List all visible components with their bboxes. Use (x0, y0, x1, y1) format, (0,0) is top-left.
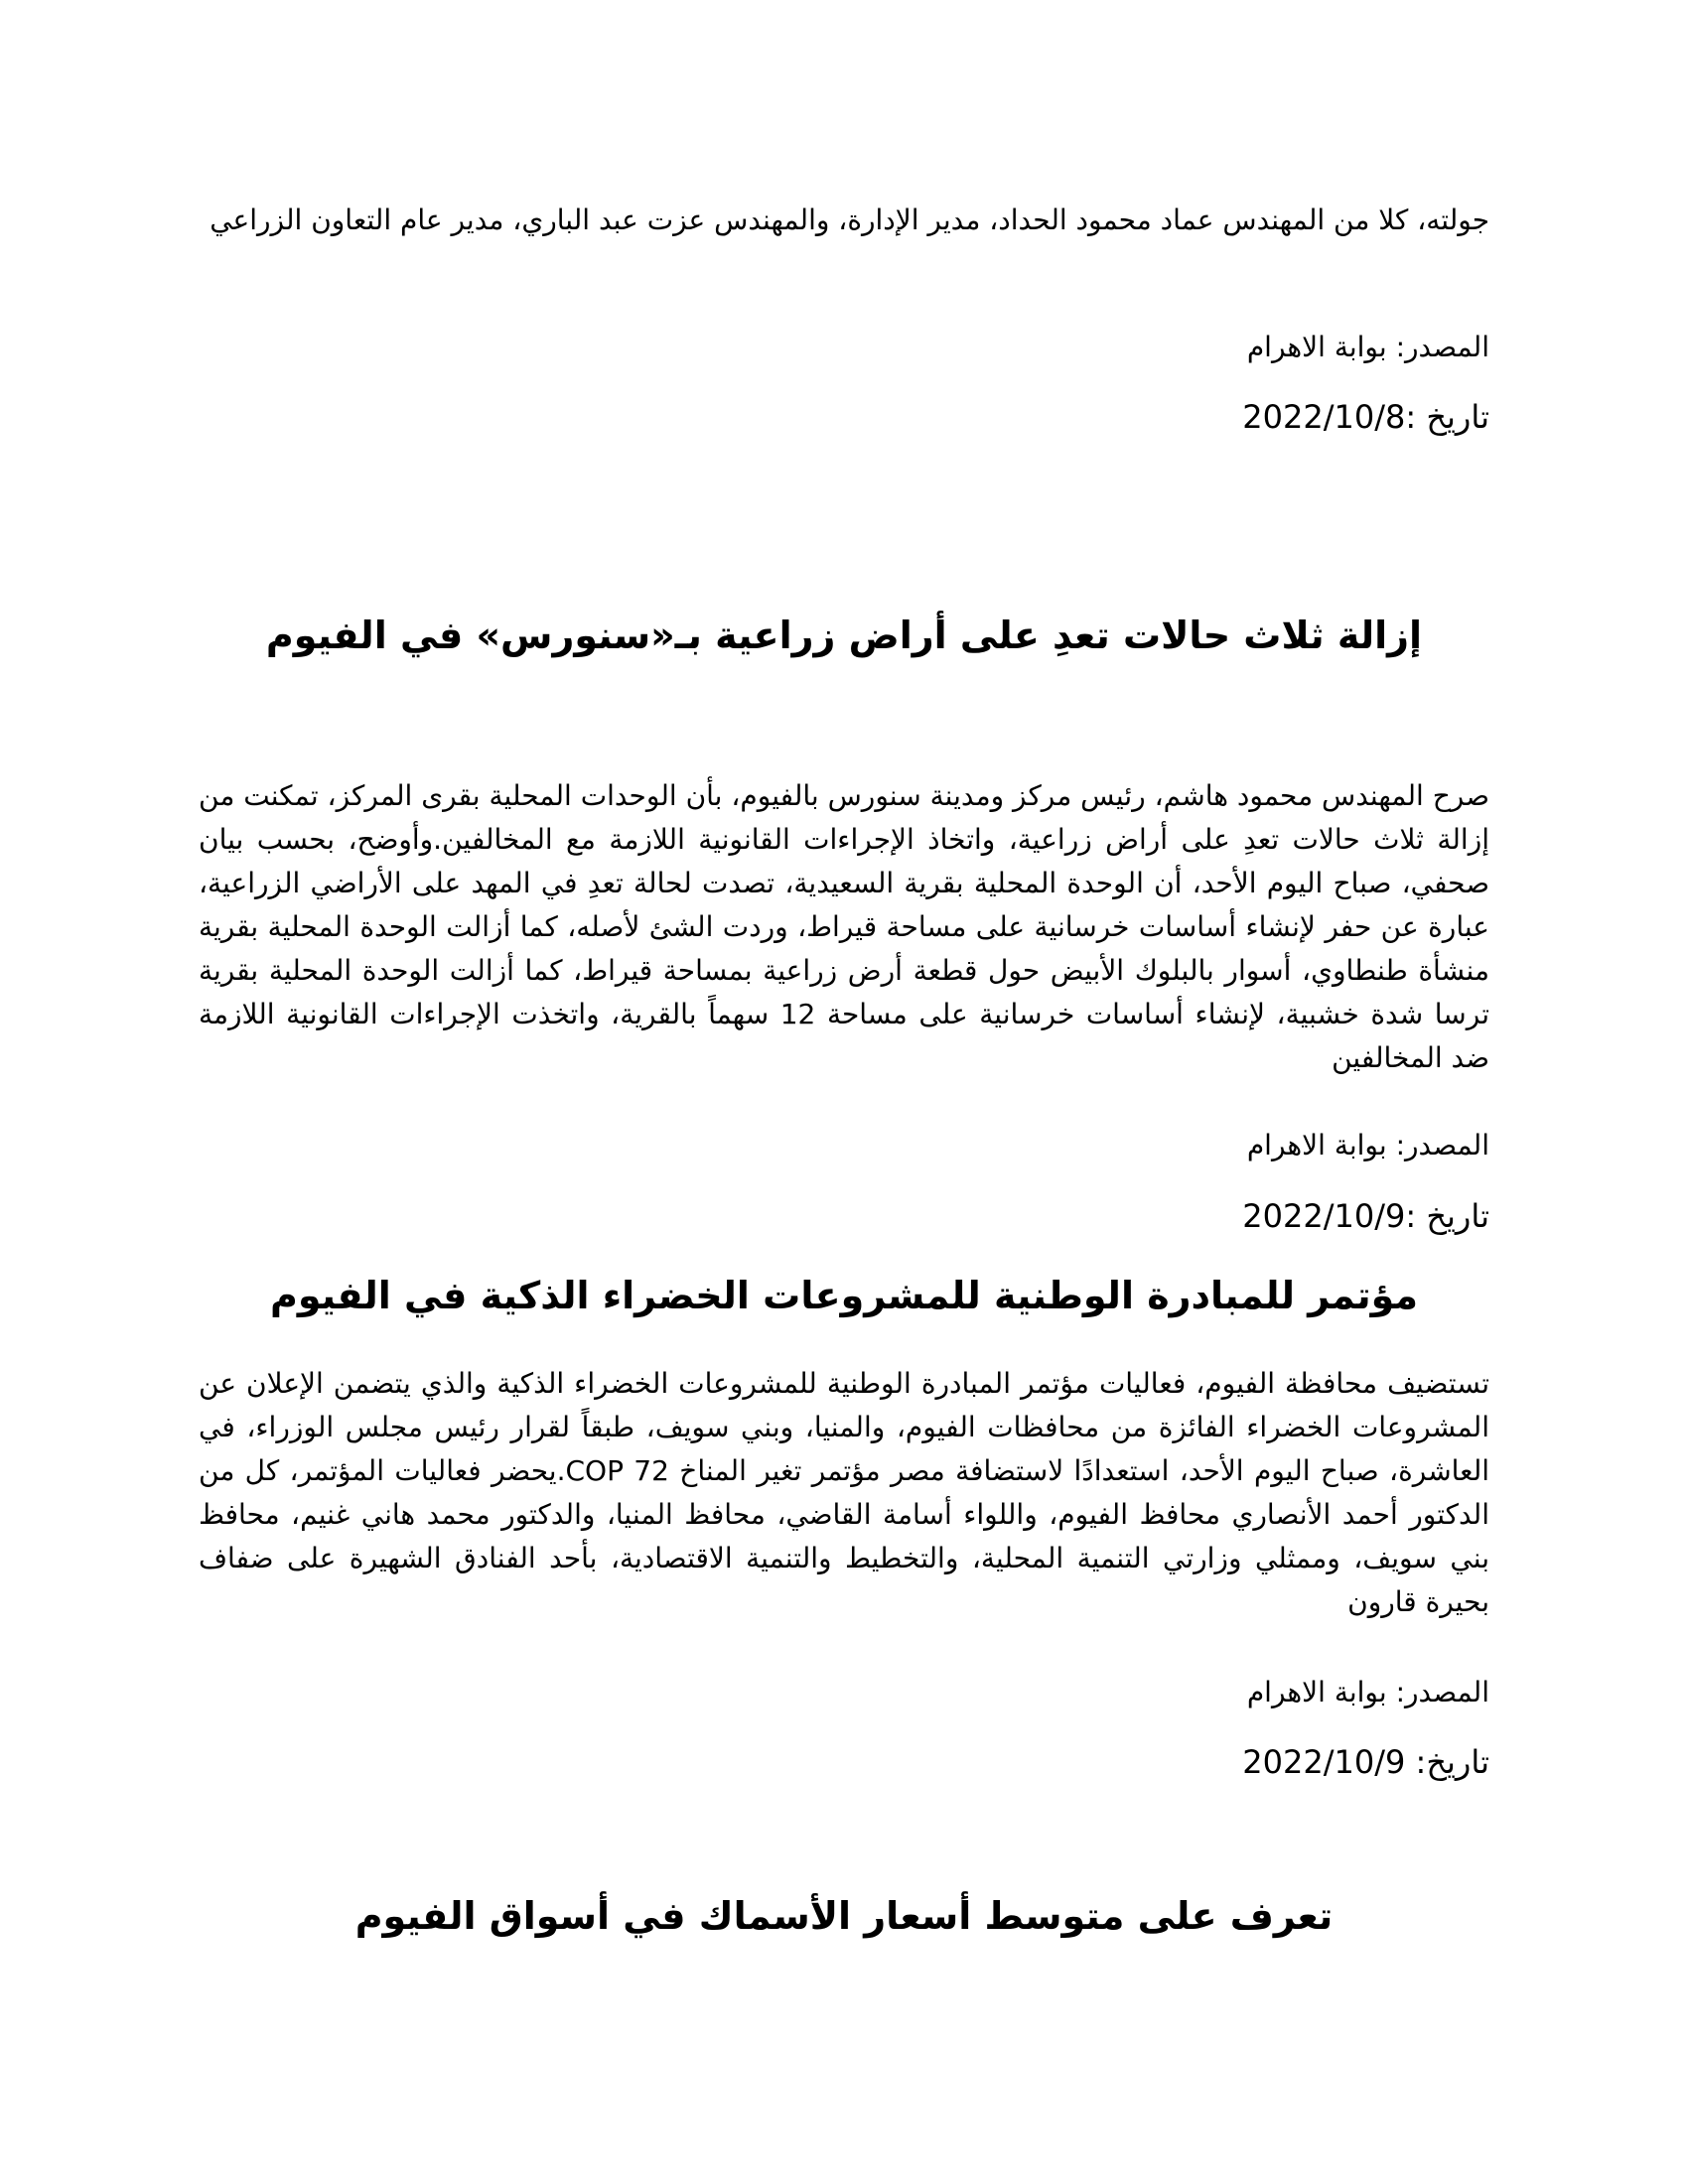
article-date: تاريخ :2022/10/9 (1242, 1197, 1489, 1235)
article-2-source-block (199, 1126, 1489, 1165)
article-title: مؤتمر للمبادرة الوطنية للمشروعات الخضراء الذكية في الفيوم (269, 1274, 1419, 1317)
article-title: إزالة ثلاث حالات تعدِ على أراض زراعية بـ«سنورس» في الفيوم (265, 614, 1423, 657)
article-3-date-block (199, 1742, 1489, 1782)
article-source: المصدر: بوابة الاهرام (1246, 331, 1489, 363)
article-date: تاريخ :2022/10/8 (1242, 398, 1489, 436)
document-page (199, 0, 1489, 2184)
article-1-date-block (199, 397, 1489, 437)
article-3-title-block (199, 1271, 1489, 1320)
article-2-date-block (199, 1196, 1489, 1236)
article-body: صرح المهندس محمود هاشم، رئيس مركز ومدينة سنورس بالفيوم، بأن الوحدات المحلية بقرى المركز، تمكنت من إزالة ثلاث حالات تعدِ على أراض زراعية، واتخاذ الإجراءات القانونية اللازمة مع المخالفين.وأوضح، بحسب بيان صحفي، صباح اليوم الأحد، أن الوحدة المحلية بقرية السعيدية، تصدت لحالة تعدِ في المهد على الأراضي الزراعية، عبارة عن حفر لإنشاء أساسات خرسانية على مساحة قيراط، وردت الشئ لأصله، كما أزالت الوحدة المحلية بقرية منشأة طنطاوي، أسوار بالبلوك الأبيض حول قطعة أرض زراعية بمساحة قيراط، كما أزالت الوحدة المحلية بقرية ترسا شدة خشبية، لإنشاء أساسات خرسانية على مساحة 12 سهماً بالقرية، واتخذت الإجراءات القانونية اللازمة ضد المخالفين (199, 779, 1489, 1074)
article-date: تاريخ: 2022/10/9 (1242, 1743, 1489, 1781)
article-2-title-block (199, 611, 1489, 660)
article-2-body-block (199, 774, 1489, 1080)
article-body: تستضيف محافظة الفيوم، فعاليات مؤتمر المبادرة الوطنية للمشروعات الخضراء الذكية والذي يتضمن الإعلان عن المشروعات الخضراء الفائزة من محافظات الفيوم، والمنيا، وبني سويف، طبقاً لقرار رئيس مجلس الوزراء، في العاشرة، صباح اليوم الأحد، استعدادًا لاستضافة مصر مؤتمر تغير المناخ COP 72.يحضر فعاليات المؤتمر، كل من الدكتور أحمد الأنصاري محافظ الفيوم، واللواء أسامة القاضي، محافظ المنيا، والدكتور محمد هاني غنيم، محافظ بني سويف، وممثلي وزارتي التنمية المحلية، والتخطيط والتنمية الاقتصادية، بأحد الفنادق الشهيرة على ضفاف بحيرة قارون (199, 1367, 1489, 1618)
article-4-title-block (199, 1891, 1489, 1941)
article-3-body-block (199, 1362, 1489, 1624)
article-3-source-block (199, 1673, 1489, 1712)
article-source: المصدر: بوابة الاهرام (1246, 1129, 1489, 1161)
article-title: تعرف على متوسط أسعار الأسماك في أسواق الفيوم (354, 1894, 1334, 1938)
article-body: جولته، كلا من المهندس عماد محمود الحداد، مدير الإدارة، والمهندس عزت عبد الباري، مدير عام التعاون الزراعي (210, 204, 1489, 236)
article-source: المصدر: بوابة الاهرام (1246, 1676, 1489, 1708)
article-1-source-block (199, 328, 1489, 367)
article-1 (199, 199, 1489, 242)
